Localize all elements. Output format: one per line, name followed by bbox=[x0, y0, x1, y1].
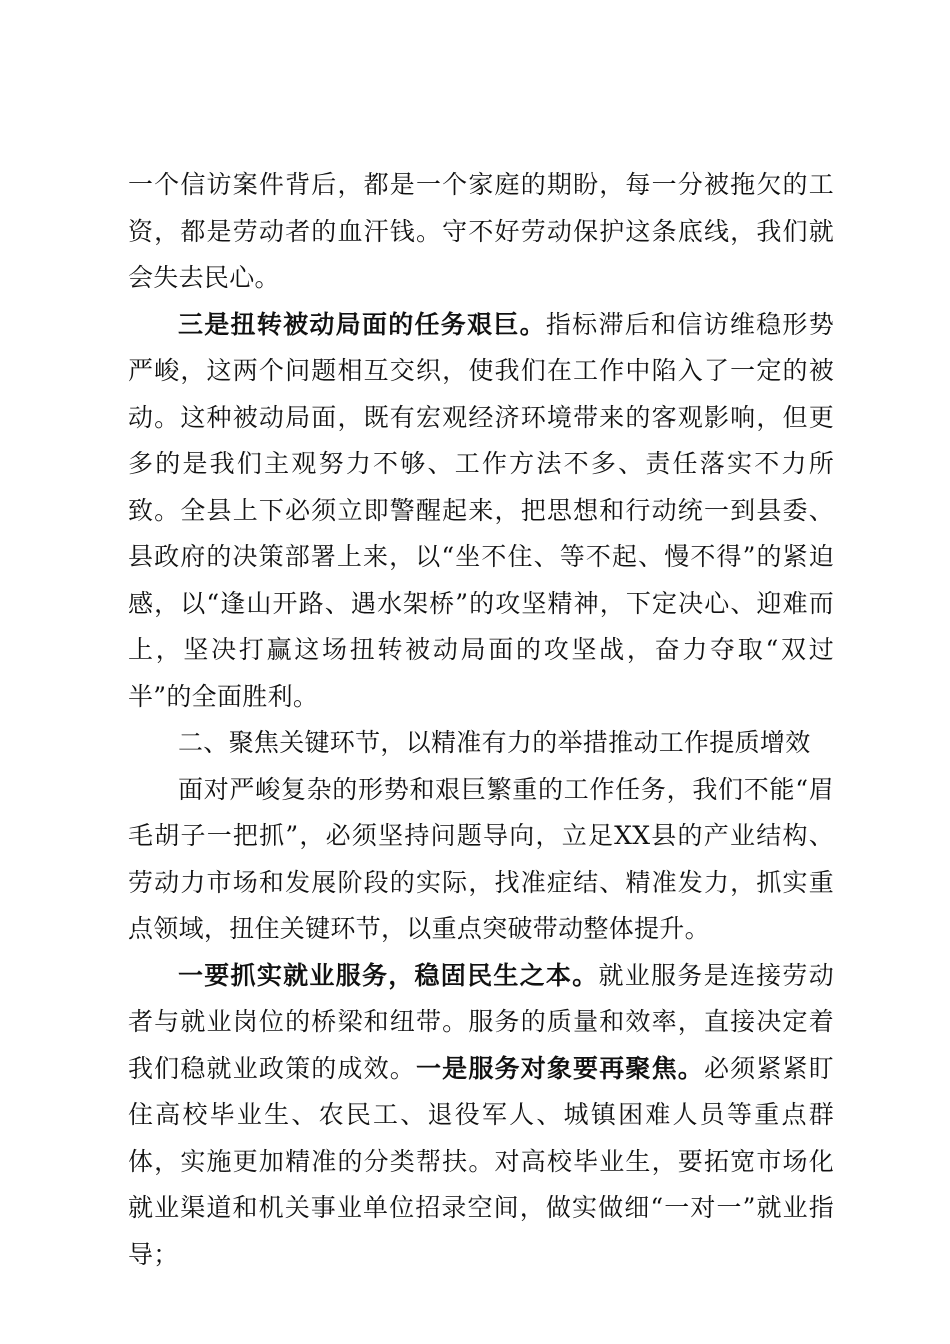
document-body bbox=[128, 162, 834, 1278]
paragraph-task-arduous bbox=[128, 302, 834, 721]
section-heading-two bbox=[128, 720, 834, 767]
paragraph-lead-heading: 一要抓实就业服务，稳固民生之本。 bbox=[178, 960, 599, 990]
section-heading-text: 二、聚焦关键环节，以精准有力的举措推动工作提质增效 bbox=[178, 728, 811, 757]
paragraph-text: 面对严峻复杂的形势和艰巨繁重的工作任务，我们不能“眉毛胡子一把抓”，必须坚持问题导向，立足XX县的产业结构、劳动力市场和发展阶段的实际，找准症结、精准发力，抓实重点领域，扭住关键环节，以重点突破带动整体提升。 bbox=[128, 774, 834, 943]
paragraph-problem-oriented bbox=[128, 767, 834, 953]
paragraph-text: 就业服务是连接劳动者与就业岗位的桥梁和纽带。服务的质量和效率，直接决定着我们稳就业政策的成效。 bbox=[128, 960, 834, 1083]
paragraph-lead-heading: 三是扭转被动局面的任务艰巨。 bbox=[178, 309, 546, 339]
paragraph-text: 必须紧紧盯住高校毕业生、农民工、退役军人、城镇困难人员等重点群体，实施更加精准的分类帮扶。对高校毕业生，要拓宽市场化就业渠道和机关事业单位招录空间，做实做细“一对一”就业指导； bbox=[128, 1053, 834, 1269]
paragraph-text: 一个信访案件背后，都是一个家庭的期盼，每一分被拖欠的工资，都是劳动者的血汗钱。守不好劳动保护这条底线，我们就会失去民心。 bbox=[128, 170, 834, 292]
paragraph-petition-context bbox=[128, 162, 834, 302]
paragraph-text: 指标滞后和信访维稳形势严峻，这两个问题相互交织，使我们在工作中陷入了一定的被动。这种被动局面，既有宏观经济环境带来的客观影响，但更多的是我们主观努力不够、工作方法不多、责任落实不力所致。全县上下必须立即警醒起来，把思想和行动统一到县委、县政府的决策部署上来，以“坐不住、等不起、慢不得”的紧迫感，以“逢山开路、遇水架桥”的攻坚精神，下定决心、迎难而上，坚决打赢这场扭转被动局面的攻坚战，奋力夺取“双过半”的全面胜利。 bbox=[128, 309, 834, 711]
paragraph-sub-heading: 一是服务对象要再聚焦。 bbox=[415, 1053, 704, 1083]
paragraph-employment-service bbox=[128, 953, 834, 1279]
